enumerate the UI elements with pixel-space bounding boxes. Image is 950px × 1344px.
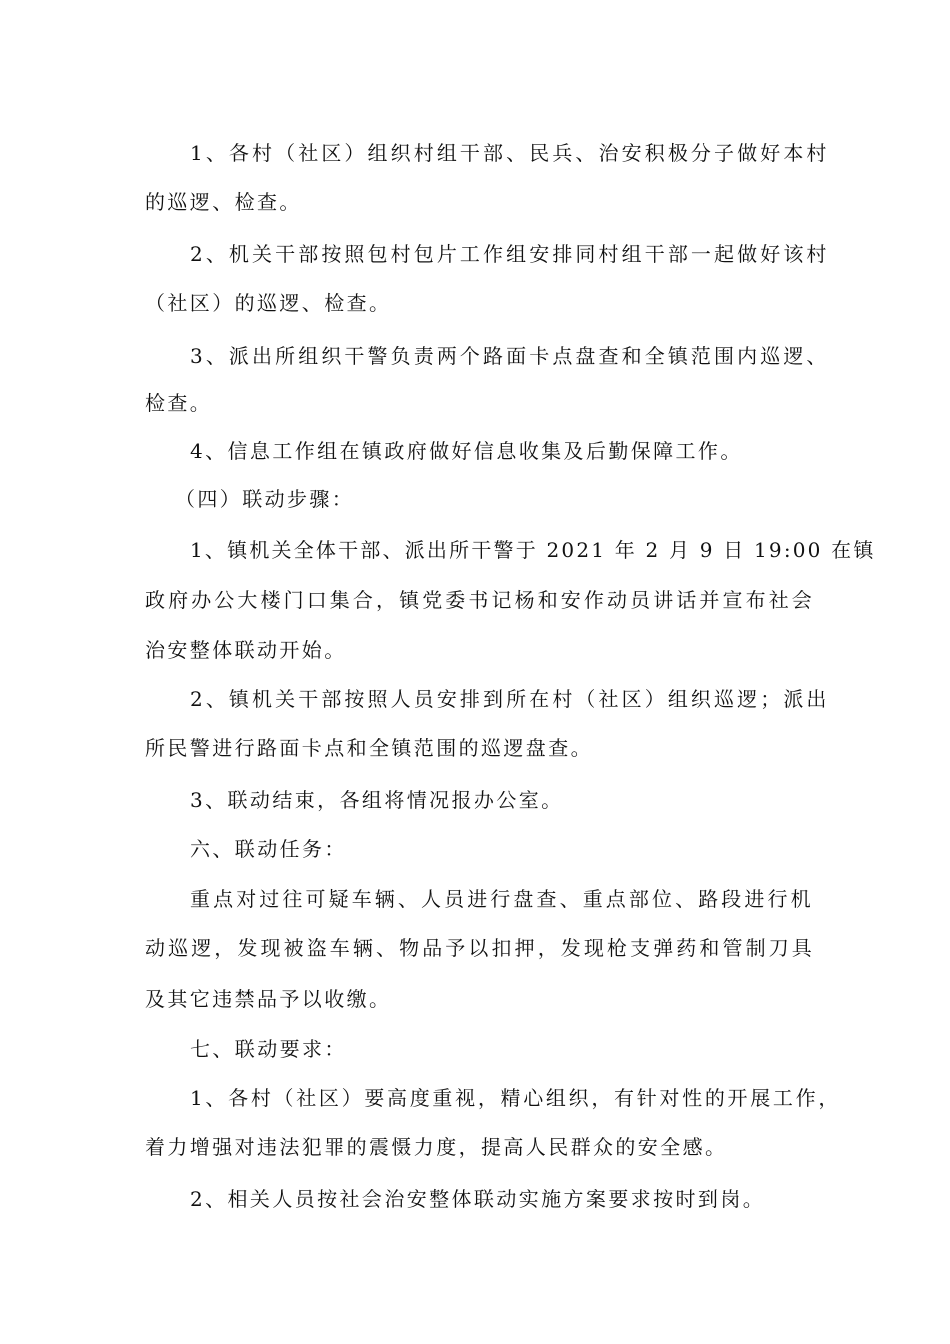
text-line: 2、机关干部按照包村包片工作组安排同村组干部一起做好该村 [190,242,830,266]
text-line: 1、各村（社区）要高度重视，精心组织，有针对性的开展工作， [190,1086,842,1110]
text-line: 政府办公大楼门口集合，镇党委书记杨和安作动员讲话并宣布社会 [145,588,815,612]
text-line: 检查。 [145,391,213,415]
section-heading: 七、联动要求： [190,1037,347,1061]
text-line: 2、镇机关干部按照人员安排到所在村（社区）组织巡逻；派出 [190,687,830,711]
section-heading: （四）联动步骤： [175,487,355,511]
text-line: 3、派出所组织干警负责两个路面卡点盘查和全镇范围内巡逻、 [190,344,830,368]
text-line: 4、信息工作组在镇政府做好信息收集及后勤保障工作。 [190,439,743,463]
text-line: 及其它违禁品予以收缴。 [145,987,392,1011]
text-line: 动巡逻，发现被盗车辆、物品予以扣押，发现枪支弹药和管制刀具 [145,936,815,960]
text-line: （社区）的巡逻、检查。 [145,291,392,315]
text-line: 1、镇机关全体干部、派出所干警于 2021 年 2 月 9 日 19:00 在镇 [190,538,876,562]
text-line: 治安整体联动开始。 [145,638,347,662]
text-line: 重点对过往可疑车辆、人员进行盘查、重点部位、路段进行机 [190,887,814,911]
section-heading: 六、联动任务： [190,837,347,861]
text-line: 1、各村（社区）组织村组干部、民兵、治安积极分子做好本村 [190,141,830,165]
text-line: 3、联动结束，各组将情况报办公室。 [190,788,564,812]
text-line: 所民警进行路面卡点和全镇范围的巡逻盘查。 [145,736,593,760]
text-line: 着力增强对违法犯罪的震慑力度，提高人民群众的安全感。 [145,1135,728,1159]
text-line: 2、相关人员按社会治安整体联动实施方案要求按时到岗。 [190,1187,766,1211]
text-line: 的巡逻、检查。 [145,190,302,214]
